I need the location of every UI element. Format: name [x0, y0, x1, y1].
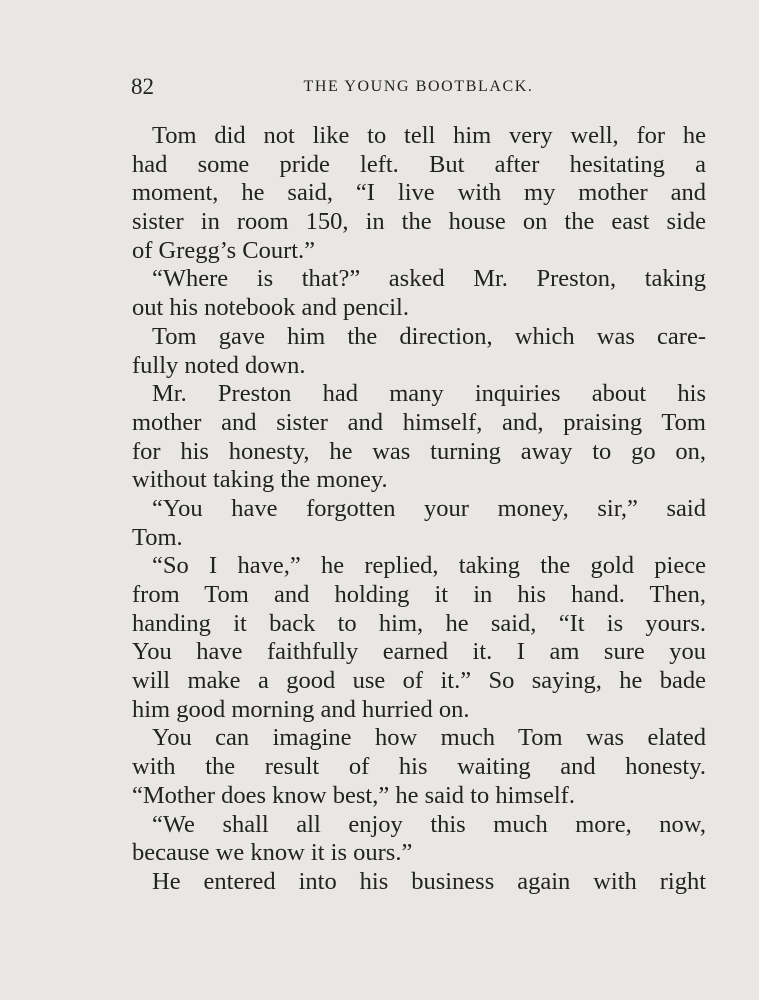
text-line: Tom. [132, 523, 183, 551]
text-line: had some pride left. But after hesitating a [132, 150, 706, 178]
text-line: You have faithfully earned it. I am sure you [132, 638, 706, 666]
text-line: him good morning and hurried on. [132, 695, 470, 723]
running-title: THE YOUNG BOOTBLACK. [303, 78, 534, 95]
text-line: mother and sister and himself, and, praising Tom [132, 408, 706, 436]
text-line: moment, he said, “I live with my mother and [132, 179, 706, 207]
text-line: handing it back to him, he said, “It is yours. [132, 609, 706, 637]
text-line: “Where is that?” asked Mr. Preston, taking [152, 265, 706, 293]
text-line: “We shall all enjoy this much more, now, [152, 810, 706, 838]
text-line: without taking the money. [132, 466, 388, 494]
text-line: because we know it is ours.” [132, 839, 413, 867]
text-line: for his honesty, he was turning away to go on, [132, 437, 706, 465]
page-number: 82 [131, 74, 154, 99]
text-line: from Tom and holding it in his hand. Then, [132, 581, 706, 608]
text-line: Tom gave him the direction, which was care- [152, 322, 706, 350]
body-text [132, 122, 706, 897]
text-line: He entered into his business again with right [152, 867, 706, 895]
text-line: “So I have,” he replied, taking the gold piece [152, 552, 706, 580]
text-line: Mr. Preston had many inquiries about his [152, 380, 706, 408]
text-line: You can imagine how much Tom was elated [152, 724, 706, 752]
text-line: “You have forgotten your money, sir,” said [152, 494, 706, 522]
text-line: out his notebook and pencil. [132, 294, 409, 322]
text-line: “Mother does know best,” he said to himself. [132, 781, 575, 809]
text-line: sister in room 150, in the house on the east side [132, 208, 706, 236]
text-line: will make a good use of it.” So saying, he bade [132, 667, 706, 695]
text-line: with the result of his waiting and honesty. [132, 753, 706, 781]
text-line: fully noted down. [132, 351, 306, 379]
text-line: Tom did not like to tell him very well, for he [152, 122, 706, 149]
text-line: of Gregg’s Court.” [132, 236, 316, 264]
page-header [131, 74, 706, 104]
